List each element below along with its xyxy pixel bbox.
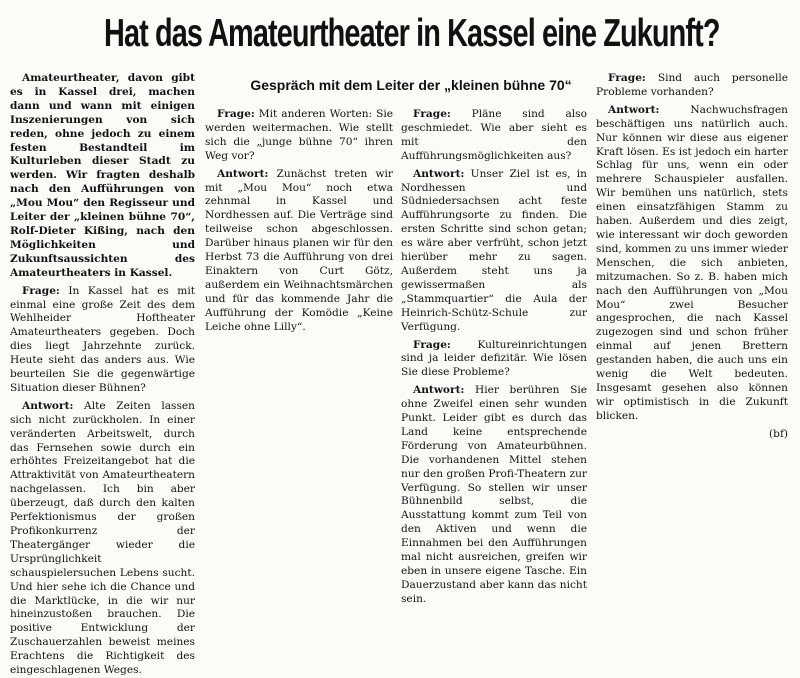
- headline: Hat das Amateurtheater in Kassel eine Zukunft?: [104, 12, 720, 55]
- question-text: Pläne sind also geschmiedet. Wie aber sieht es mit den Aufführungsmöglichkeiten aus?: [401, 108, 587, 162]
- answer-label: Antwort:: [217, 167, 269, 180]
- answer-text: Zunächst treten wir mit „Mou Mou“ noch etwa zehnmal in Kassel und Nordhessen auf. Die Verträge sind teilweise schon abgeschlossen. Darüber hinaus planen wir für den Herbst 73 die Aufführung von drei Einaktern von Curt Götz, außerdem ein Weihnachtsmärchen und für das kommende Jahr die Aufführung der Komödie „Keine Leiche ohne Lilly“.: [205, 167, 393, 333]
- question-label: Frage:: [217, 108, 255, 120]
- answer-label: Antwort:: [22, 399, 74, 412]
- column-3: [401, 108, 587, 605]
- answer-label: Antwort:: [413, 384, 465, 397]
- answer-label: Antwort:: [413, 167, 465, 180]
- signature: (bf): [769, 427, 788, 440]
- question-text: Kultureinrichtungen sind ja leider defizitär. Wie lösen Sie diese Probleme?: [401, 338, 587, 379]
- question-label: Frage:: [608, 72, 646, 84]
- answer-text: Nachwuchsfragen beschäftigen uns natürlich auch. Nur können wir diese aus eigener Kraft lösen. Es ist jedoch ein harter Schlag für uns, wenn ein oder mehrere Schauspieler ausfallen. Wir bemühen uns natürlich, stets einen einsatzfähigen Stamm zu haben. Außerdem und dies zeigt, wie interessant wir doch geworden sind, kommen zu uns immer wieder Menschen, die sich anbieten, mitzumachen. So z. B. haben mich nach den Aufführungen von „Mou Mou“ zwei Besucher angesprochen, die nach Kassel zugezogen sind und schon früher einmal auf jenen Brettern gestanden haben, die auch uns ein wenig die Welt bedeuten. Insgesamt gesehen also können wir optimistisch in die Zukunft blicken.: [596, 103, 788, 422]
- lead-paragraph: Amateurtheater, davon gibt es in Kassel drei, machen dann und wann mit einigen Inszenierungen von sich reden, ohne jedoch zu einem festen Bestandteil im Kulturleben dieser Stadt zu werden. Wir fragten deshalb nach den Aufführungen von „Mou Mou“ den Regisseur und Leiter der „kleinen bühne 70“, Rolf-Dieter Kißing, nach den Möglichkeiten und Zukunftsaussichten des Amateurtheaters in Kassel.: [10, 72, 195, 279]
- question-label: Frage:: [22, 284, 60, 297]
- paragraph: [10, 400, 195, 678]
- paragraph: [401, 339, 587, 381]
- question-label: Frage:: [413, 108, 451, 120]
- question-label: Frage:: [413, 338, 451, 351]
- paragraph: [596, 72, 788, 100]
- paragraph: [401, 168, 587, 335]
- paragraph: [596, 104, 788, 424]
- answer-label: Antwort:: [608, 103, 660, 116]
- paragraph: [205, 108, 393, 164]
- subhead: Gespräch mit dem Leiter der „kleinen bühne 70“: [250, 77, 572, 93]
- answer-text: Hier berühren Sie ohne Zweifel einen sehr wunden Punkt. Leider gibt es durch das Land keine entsprechende Förderung von Amateurbühnen. Die vorhandenen Mittel stehen nur den großen Profi-Theatern zur Verfügung. So stellen wir unser Bühnenbild selbst, die Ausstattung kommt zum Teil von den Aktiven und wenn die Einnahmen bei den Aufführungen mal nicht ausreichen, greifen wir eben in unsere eigene Tasche. Ein Dauerzustand aber kann das nicht sein.: [401, 384, 587, 605]
- column-1: [10, 72, 195, 677]
- paragraph: [401, 384, 587, 607]
- question-text: Sind auch personelle Probleme vorhanden?: [596, 72, 788, 98]
- column-4: [596, 72, 788, 484]
- answer-text: Unser Ziel ist es, in Nordhessen und Südniedersachsen acht feste Aufführungsorte zu finden. Die ersten Schritte sind schon getan; es wäre aber verfrüht, schon jetzt hierüber mehr zu sagen. Außerdem steht uns ja gewissermaßen als „Stammquartier“ die Aula der Heinrich-Schütz-Schule zur Verfügung.: [401, 167, 587, 333]
- paragraph: [205, 168, 393, 335]
- question-text: Mit anderen Worten: Sie werden weitermachen. Wie stellt sich die „junge bühne 70“ ihren Weg vor?: [205, 108, 393, 162]
- signature-line: [596, 428, 788, 442]
- column-2: [205, 108, 393, 484]
- paragraph: [10, 285, 195, 396]
- question-text: In Kassel hat es mit einmal eine große Zeit des dem Wehlheider Hoftheater Amateurtheaters gegeben. Doch dies liegt Jahrzehnte zurück. Heute sieht das anders aus. Wie beurteilen Sie die gegenwärtige Situation dieser Bühnen?: [10, 284, 195, 394]
- paragraph: [401, 108, 587, 164]
- answer-text: Alte Zeiten lassen sich nicht zurückholen. In einer veränderten Arbeitswelt, durch das Fernsehen sowie durch ein erhöhtes Freizeitangebot hat die Attraktivität von Amateurtheatern nachgelassen. Ich bin aber überzeugt, daß durch den kalten Perfektionismus der großen Profikonkurrenz der Theatergänger wieder die Ursprünglichkeit schauspielersuchen Lebens sucht. Und hier sehe ich die Chance und die Marktlücke, in die wir nur hineinzustoßen brauchen. Die positive Entwicklung der Zuschauerzahlen beweist meines Erachtens die Richtigkeit des eingeschlagenen Weges.: [10, 399, 195, 677]
